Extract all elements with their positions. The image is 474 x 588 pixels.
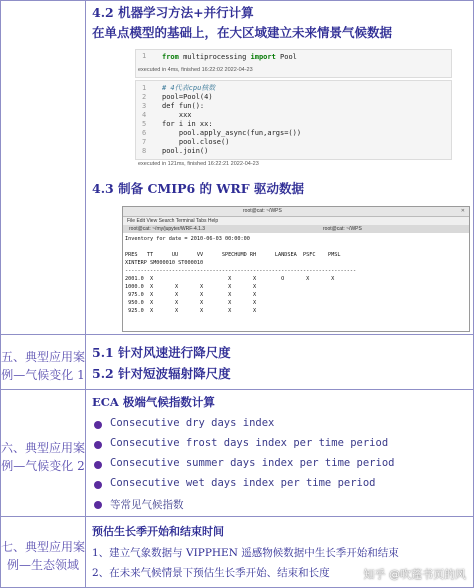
- code-line: for i in xx:: [162, 120, 213, 128]
- terminal-line: 950.0 X X X X X: [125, 300, 257, 306]
- terminal-window[interactable]: [122, 206, 470, 332]
- exec-info-1: executed in 4ms, finished 16:22:02 2022-04-23: [138, 67, 253, 73]
- line-number: 3: [142, 102, 147, 110]
- terminal-menubar[interactable]: File Edit View Search Terminal Tabs Help: [123, 217, 469, 225]
- terminal-line: XINTERP SM000010 ST000010: [125, 260, 204, 266]
- line-number: 4: [142, 111, 147, 119]
- terminal-titlebar: root@cat: ~/WPS ✕: [123, 207, 469, 217]
- climate-index-item: Consecutive wet days index per time period: [110, 477, 376, 489]
- code-cell-1[interactable]: 1 from multiprocessing import Pool executed in 4ms, finished 16:22:02 2022-04-23: [135, 49, 452, 78]
- section-7-heading: 预估生长季开始和结束时间: [92, 525, 224, 538]
- terminal-line: 1000.0 X X X X X: [125, 284, 257, 290]
- label-cell-7: [1, 517, 86, 588]
- terminal-line: 925.0 X X X X X: [125, 308, 257, 314]
- heading-4-2: 4.2 机器学习方法+并行计算: [92, 5, 254, 20]
- section-4-content: [86, 1, 474, 335]
- code-line: pool=Pool(4): [162, 93, 213, 101]
- terminal-line: PRES TT UU VV SPECHUMD RH LANDSEA PSFC PMSL: [125, 252, 341, 258]
- climate-index-item: Consecutive dry days index: [110, 417, 275, 429]
- terminal-line: Inventory for date = 2010-06-03 00:00:00: [125, 236, 250, 242]
- section-6-content: [86, 390, 474, 517]
- bullet-icon: [94, 461, 102, 469]
- item-7-2: 2、在未来气候情景下预估生长季开始、结束和长度: [92, 567, 330, 579]
- code-line: # 4代表cpu核数: [162, 84, 216, 92]
- line-number: 2: [142, 93, 147, 101]
- code-line: pool.join(): [162, 147, 209, 155]
- terminal-line: --------------------------------------------------------------------------: [125, 268, 357, 274]
- section-5-label: 五、典型应用案例—气候变化 1: [1, 350, 86, 382]
- exec-info-2: executed in 121ms, finished 16:22:21 2022-04-23: [138, 161, 259, 167]
- item-7-1: 1、建立气象数据与 VIPPHEN 遥感物候数据中生长季开始和结束: [92, 547, 399, 559]
- terminal-tab-1[interactable]: root@cat: ~/my/jupyter/WRF-4.1.3: [129, 226, 206, 232]
- terminal-output: [123, 233, 469, 317]
- section-6-heading: ECA 极端气候指数计算: [92, 395, 215, 409]
- label-cell-5: [1, 335, 86, 390]
- line-number: 1: [142, 84, 147, 92]
- code-cell-2[interactable]: [135, 80, 452, 167]
- terminal-tabs: [123, 225, 469, 233]
- intro-text: 在单点模型的基础上，在大区域建立未来情景气候数据: [92, 25, 393, 40]
- climate-index-item: 等常见气候指数: [110, 499, 184, 511]
- code-line: pool.apply_async(fun,args=()): [162, 129, 302, 137]
- line-number: 7: [142, 138, 147, 146]
- climate-index-item: Consecutive summer days index per time period: [110, 457, 395, 469]
- section-5-content: [86, 335, 474, 390]
- item-5-1: 5.1 针对风速进行降尺度: [92, 345, 231, 360]
- code-line: from multiprocessing import Pool: [162, 53, 297, 61]
- item-5-2: 5.2 针对短波辐射降尺度: [92, 366, 231, 381]
- section-6-label: 六、典型应用案例—气候变化 2: [1, 441, 86, 473]
- terminal-tab-2[interactable]: root@cat: ~/WPS: [323, 226, 362, 232]
- heading-4-3: 4.3 制备 CMIP6 的 WRF 驱动数据: [92, 181, 305, 196]
- terminal-line: [125, 243, 467, 251]
- bullet-icon: [94, 441, 102, 449]
- close-icon[interactable]: ✕: [460, 208, 465, 214]
- code-line: xxx: [162, 111, 192, 119]
- label-cell-6: [1, 390, 86, 517]
- line-number: 5: [142, 120, 147, 128]
- bullet-icon: [94, 421, 102, 429]
- section-7-label: 七、典型应用案例—生态领域: [1, 540, 86, 572]
- line-number: 8: [142, 147, 147, 155]
- line-number: 6: [142, 129, 147, 137]
- watermark: 知乎 @吹蓬书页的风: [363, 568, 466, 581]
- left-cell-empty: [1, 1, 86, 335]
- code-line: pool.close(): [162, 138, 230, 146]
- bullet-icon: [94, 501, 102, 509]
- climate-index-item: Consecutive frost days index per time period: [110, 437, 389, 449]
- terminal-line: 975.0 X X X X X: [125, 292, 257, 298]
- bullet-icon: [94, 481, 102, 489]
- code-line: def fun():: [162, 102, 205, 110]
- terminal-line: 2001.0 X X X O X X: [125, 276, 335, 282]
